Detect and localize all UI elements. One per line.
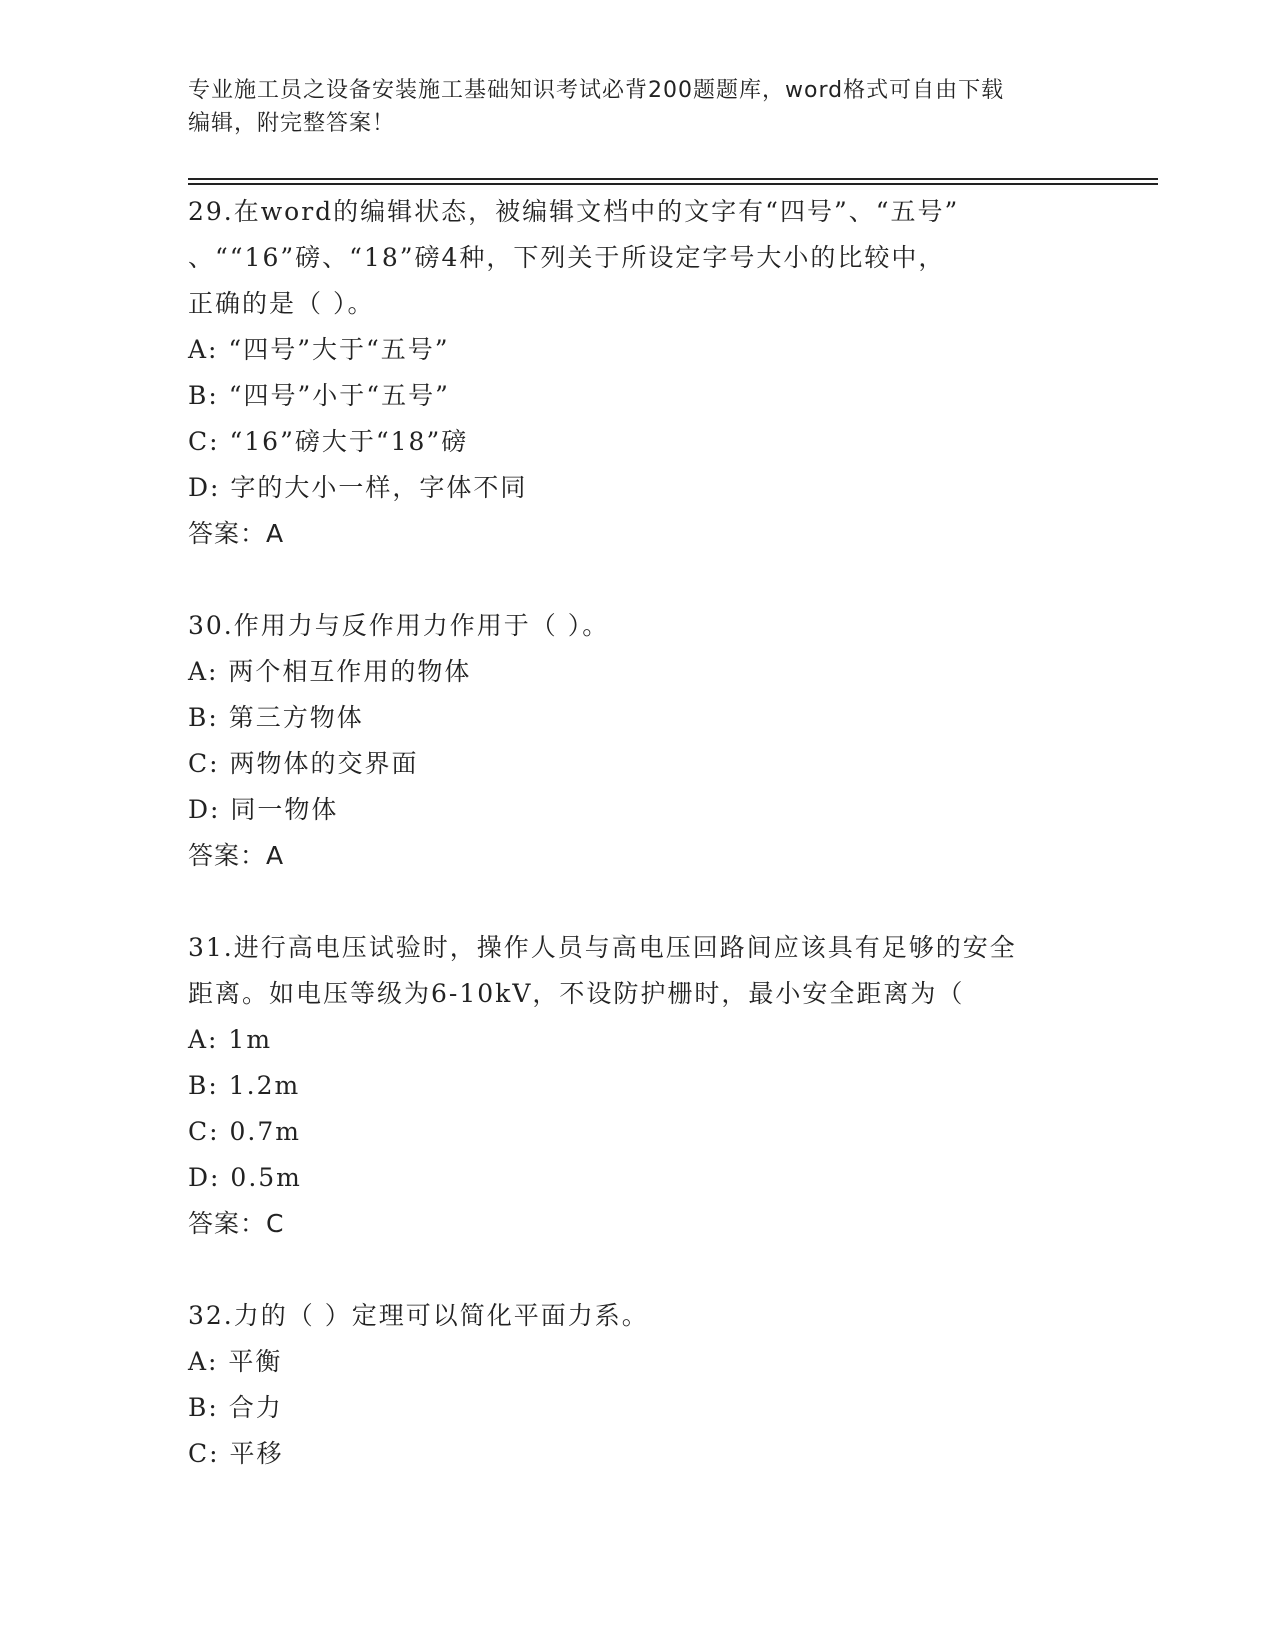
question-stem-line: 距离。如电压等级为6-10kV，不设防护栅时，最小安全距离为（ (188, 979, 965, 1008)
option-c: C: 0.7m (188, 1117, 301, 1146)
option-b: B: 1.2m (188, 1071, 301, 1100)
option-d: D: 0.5m (188, 1163, 302, 1192)
answer: 答案：C (188, 1209, 285, 1238)
question-32 (188, 1293, 1088, 1477)
option-d: D: 同一物体 (188, 795, 339, 824)
option-a: A: 1m (188, 1025, 273, 1054)
option-b: B: 第三方物体 (188, 703, 364, 732)
option-a: A: 两个相互作用的物体 (188, 657, 472, 686)
document-header (188, 74, 1068, 140)
option-a: A: “四号”大于“五号” (188, 335, 450, 364)
header-divider-bottom (188, 183, 1158, 185)
header-title-line-1: 专业施工员之设备安装施工基础知识考试必背200题题库，word格式可自由下载 (188, 78, 1005, 103)
question-29 (188, 189, 1088, 557)
option-b: B: “四号”小于“五号” (188, 381, 450, 410)
option-a: A: 平衡 (188, 1347, 283, 1376)
question-stem-line: 29.在word的编辑状态，被编辑文档中的文字有“四号”、“五号” (188, 197, 960, 226)
question-stem-line: 30.作用力与反作用力作用于（ ）。 (188, 611, 610, 640)
answer: 答案：A (188, 519, 285, 548)
question-stem-line: 32.力的（ ）定理可以简化平面力系。 (188, 1301, 649, 1330)
question-stem-line: 、““16”磅、“18”磅4种，下列关于所设定字号大小的比较中， (188, 243, 946, 272)
header-title-line-2: 编辑，附完整答案！ (188, 111, 396, 136)
option-c: C: “16”磅大于“18”磅 (188, 427, 469, 456)
option-c: C: 平移 (188, 1439, 284, 1468)
header-divider-top (188, 178, 1158, 180)
answer: 答案：A (188, 841, 285, 870)
question-stem-line: 正确的是（ ）。 (188, 289, 375, 318)
question-30 (188, 603, 1088, 879)
question-stem-line: 31.进行高电压试验时，操作人员与高电压回路间应该具有足够的安全 (188, 933, 1017, 962)
option-c: C: 两物体的交界面 (188, 749, 419, 778)
option-d: D: 字的大小一样，字体不同 (188, 473, 528, 502)
question-31 (188, 925, 1088, 1247)
question-list (188, 189, 1088, 1523)
option-b: B: 合力 (188, 1393, 283, 1422)
